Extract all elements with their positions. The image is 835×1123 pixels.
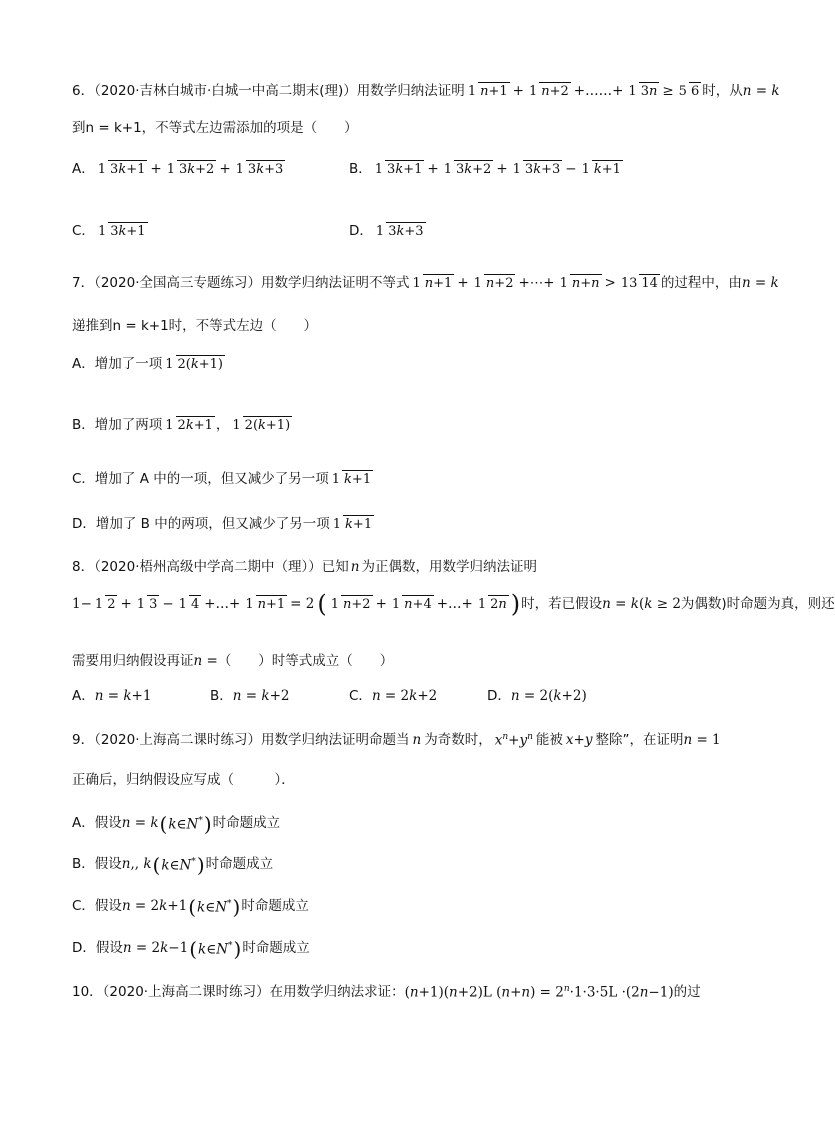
q7-option-a: A．增加了一项 1 2(k+1) <box>72 355 224 372</box>
q7-option-c: C．增加了 A 中的一项，但又减少了另一项 1 k+1 <box>72 470 372 487</box>
fraction: 1 3n <box>628 84 658 99</box>
q6-option-b: B． 1 3k+1 + 1 3k+2 + 1 3k+3 − 1 k+1 <box>349 160 621 177</box>
q8-option-c: C． n = 2k+2 <box>349 688 438 704</box>
q7-line2: 递推到n = k+1时，不等式左边（ ） <box>72 318 318 334</box>
q8-option-b: B． n = k+2 <box>210 688 290 704</box>
q8-line2: 1− 1 2 + 1 3 − 1 4 +…+ 1 n+1 = 2 ( 1 n+2 + 1 n+4 +…+ 1 2n ) 时，若已假设 n = k(k ≥ 2 为偶数)时命题为真，则还 <box>72 590 835 618</box>
q6-prefix: 6．（2020·吉林白城市·白城一中高二期末(理)）用数学归纳法证明 <box>72 82 465 99</box>
q8-option-d: D． n = 2(k+2) <box>487 688 587 704</box>
q6-option-d: D． 1 3k+3 <box>349 222 424 239</box>
q8-option-a: A． n = k+1 <box>72 688 152 704</box>
q7-option-b: B．增加了两项 1 2k+1 ， 1 2(k+1) <box>72 416 291 433</box>
q9-line2: 正确后，归纳假设应写成（ ）． <box>72 772 295 788</box>
fraction: 5 6 <box>678 84 700 99</box>
q7-line1: 7．（2020·全国高三专题练习）用数学归纳法证明不等式 1 n+1 + 1 n+2 +⋯+ 1 n+n > 13 14 的过程中，由 n = k <box>72 274 779 291</box>
q9-option-c: C．假设 n = 2k+1 ( k∈N* ) 时命题成立 <box>72 895 309 919</box>
q8-line1: 8．（2020·梧州高级中学高二期中（理））已知 n 为正偶数，用数学归纳法证明 <box>72 559 537 575</box>
fraction: 1 n+2 <box>528 84 569 99</box>
fraction: 1 n+1 <box>467 84 508 99</box>
q10-line1: 10．（2020·上海高二课时练习）在用数学归纳法求证： (n+1)(n+2)L $(n+n) = 2^n\cdot 1\cdot 3\cdot 5L \cdot(2n-1)$ 的过 <box>72 983 701 1001</box>
q9-option-d: D．假设 n = 2k−1 ( k∈N* ) 时命题成立 <box>72 937 310 961</box>
q7-option-d: D．增加了 B 中的两项，但又减少了另一项 1 k+1 <box>72 515 373 532</box>
q9-line1: 9．（2020·上海高二课时练习）用数学归纳法证明命题当 n 为奇数时， $x^n+y^n$ 能被 x+y 整除”，在证明 n = 1 <box>72 731 721 749</box>
q6-option-a: A． 1 3k+1 + 1 3k+2 + 1 3k+3 <box>72 160 284 177</box>
q9-option-b: B．假设 n,, k ( k∈N* ) 时命题成立 <box>72 853 274 877</box>
q9-option-a: A．假设 n = k ( k∈N* ) 时命题成立 <box>72 812 281 836</box>
q6-line2: 到n = k+1，不等式左边需添加的项是（ ） <box>72 120 358 136</box>
q6-option-c: C． 1 3k+1 <box>72 222 146 239</box>
q8-line3: 需要用归纳假设再证 n = （ ）时等式成立（ ） <box>72 653 394 669</box>
q6-line1: 6．（2020·吉林白城市·白城一中高二期末(理)）用数学归纳法证明 1 n+1 + 1 n+2 +……+ 1 3n ≥ 5 6 时，从 n = k <box>72 82 780 101</box>
q6-mid: 时，从 <box>702 82 743 99</box>
